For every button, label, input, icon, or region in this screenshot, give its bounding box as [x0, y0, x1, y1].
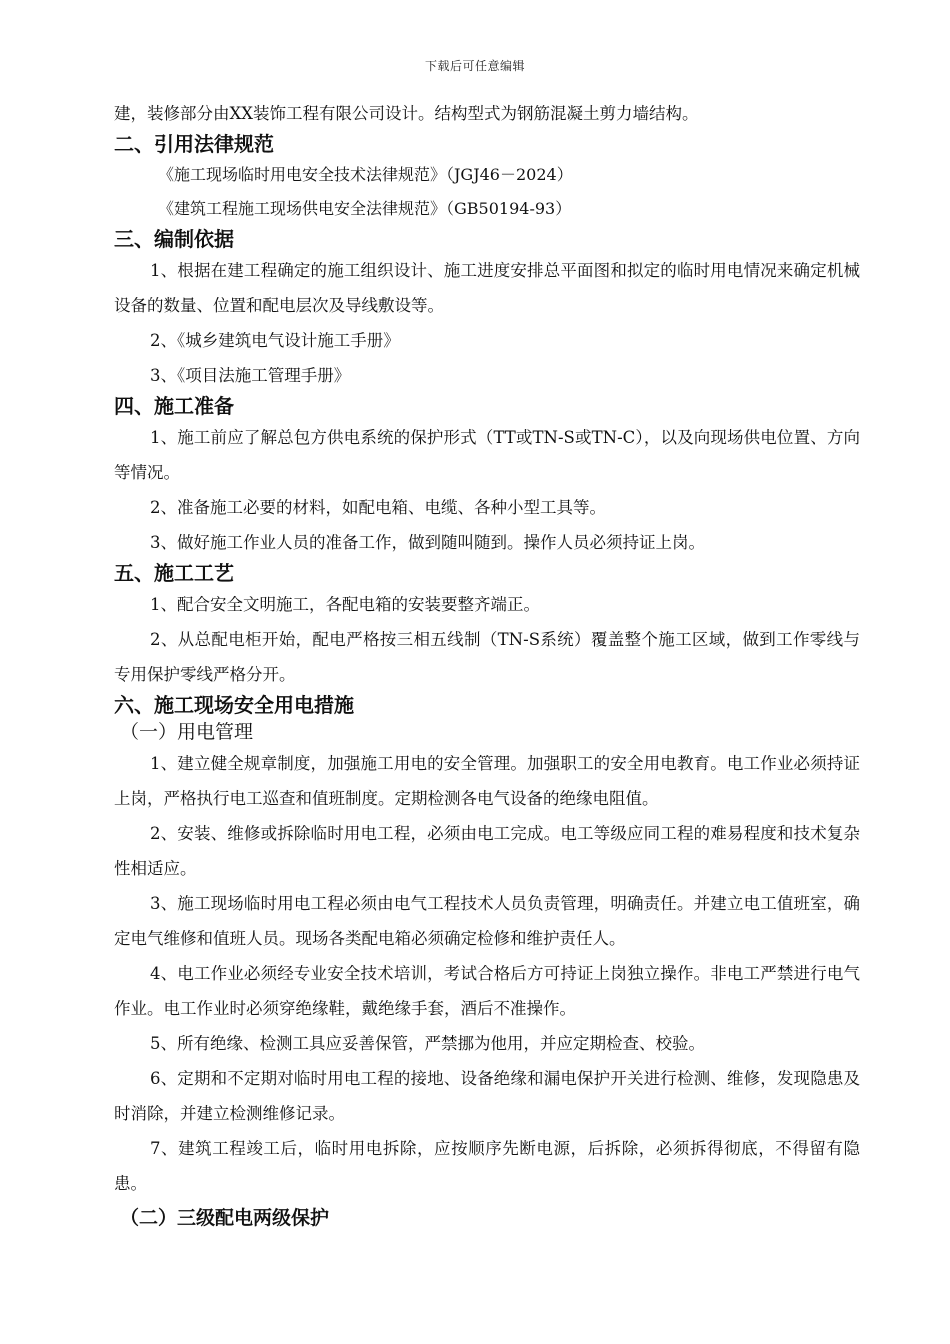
- document-body: [114, 96, 860, 1232]
- paragraph: 6、定期和不定期对临时用电工程的接地、设备绝缘和漏电保护开关进行检测、维修，发现隐患及时消除，并建立检测维修记录。: [114, 1069, 860, 1123]
- paragraph: 2、准备施工必要的材料，如配电箱、电缆、各种小型工具等。: [150, 498, 606, 517]
- section-heading: 三、编制依据: [114, 227, 234, 251]
- section-heading: 五、施工工艺: [114, 561, 234, 585]
- section-heading: 二、引用法律规范: [114, 132, 274, 156]
- cited-standard: 《施工现场临时用电安全技术法律规范》（JGJ46－2024）: [158, 165, 573, 184]
- cited-standard: 《建筑工程施工现场供电安全法律规范》（GB50194-93）: [158, 199, 572, 218]
- paragraph: 3、施工现场临时用电工程必须由电气工程技术人员负责管理，明确责任。并建立电工值班室，确定电气维修和值班人员。现场各类配电箱必须确定检修和维护责任人。: [114, 894, 860, 948]
- paragraph: 1、根据在建工程确定的施工组织设计、施工进度安排总平面图和拟定的临时用电情况来确定机械设备的数量、位置和配电层次及导线敷设等。: [114, 261, 860, 315]
- section-heading: 四、施工准备: [114, 394, 234, 418]
- paragraph: 3、做好施工作业人员的准备工作，做到随叫随到。操作人员必须持证上岗。: [150, 533, 705, 552]
- paragraph: 1、施工前应了解总包方供电系统的保护形式（TT或TN-S或TN-C），以及向现场供电位置、方向等情况。: [114, 428, 860, 482]
- paragraph: 3、《项目法施工管理手册》: [150, 366, 351, 385]
- paragraph: 7、建筑工程竣工后，临时用电拆除，应按顺序先断电源，后拆除，必须拆得彻底，不得留有隐患。: [114, 1139, 860, 1193]
- paragraph: 1、配合安全文明施工，各配电箱的安装要整齐端正。: [150, 595, 540, 614]
- paragraph: 建，装修部分由XX装饰工程有限公司设计。结构型式为钢筋混凝土剪力墙结构。: [114, 104, 699, 123]
- subsection-heading: （一）用电管理: [120, 721, 254, 743]
- paragraph: 4、电工作业必须经专业安全技术培训，考试合格后方可持证上岗独立操作。非电工严禁进行电气作业。电工作业时必须穿绝缘鞋，戴绝缘手套，酒后不准操作。: [114, 964, 860, 1018]
- paragraph: 5、所有绝缘、检测工具应妥善保管，严禁挪为他用，并应定期检查、校验。: [150, 1034, 705, 1053]
- paragraph: 2、安装、维修或拆除临时用电工程，必须由电工完成。电工等级应同工程的难易程度和技术复杂性相适应。: [114, 824, 860, 878]
- paragraph: 2、从总配电柜开始，配电严格按三相五线制（TN-S系统）覆盖整个施工区域，做到工作零线与专用保护零线严格分开。: [114, 630, 860, 684]
- section-heading: 六、施工现场安全用电措施: [114, 693, 354, 717]
- paragraph: 2、《城乡建筑电气设计施工手册》: [150, 331, 400, 350]
- subsection-heading: （二）三级配电两级保护: [120, 1207, 330, 1229]
- page-header-note: 下载后可任意编辑: [424, 59, 525, 73]
- paragraph: 1、建立健全规章制度，加强施工用电的安全管理。加强职工的安全用电教育。电工作业必须持证上岗，严格执行电工巡查和值班制度。定期检测各电气设备的绝缘电阻值。: [114, 754, 860, 808]
